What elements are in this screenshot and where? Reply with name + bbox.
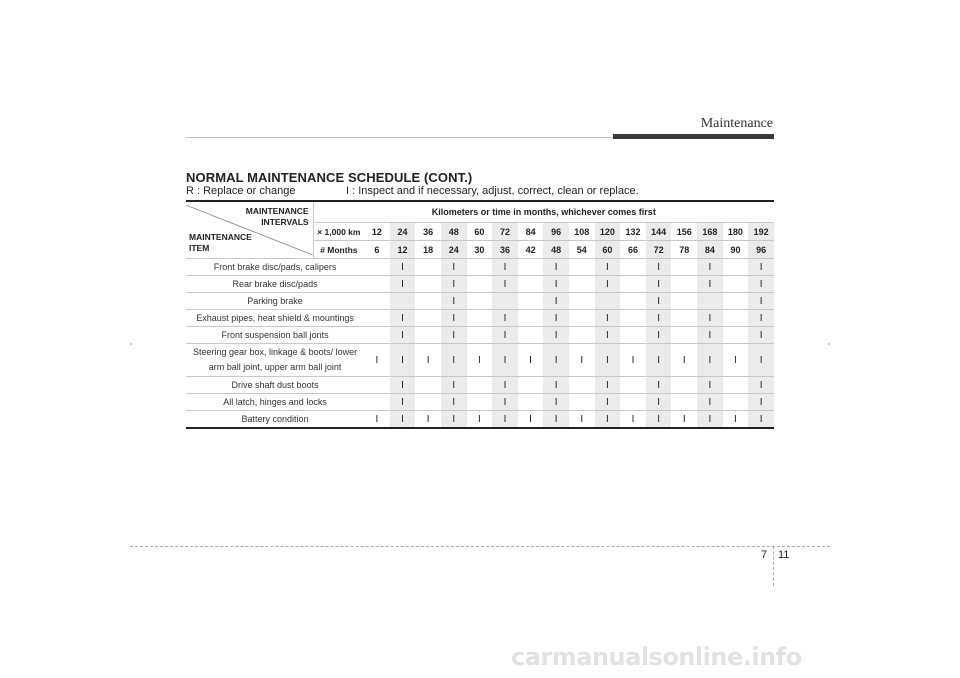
interval-mark: I (595, 411, 621, 429)
interval-mark (671, 377, 697, 394)
interval-mark: I (390, 310, 416, 327)
interval-mark: I (543, 327, 569, 344)
interval-mark: I (492, 259, 518, 276)
interval-mark: I (441, 394, 467, 411)
months-value: 36 (492, 241, 518, 259)
interval-mark: I (543, 377, 569, 394)
page-title: NORMAL MAINTENANCE SCHEDULE (CONT.) (186, 170, 473, 185)
interval-mark: I (364, 344, 390, 377)
km-value: 132 (620, 223, 646, 241)
table-row (186, 276, 774, 293)
interval-mark (723, 310, 749, 327)
km-value: 48 (441, 223, 467, 241)
km-value: 156 (671, 223, 697, 241)
interval-mark (415, 259, 441, 276)
interval-mark: I (390, 411, 416, 429)
interval-mark (723, 259, 749, 276)
interval-mark: I (620, 411, 646, 429)
interval-mark: I (441, 259, 467, 276)
interval-mark (467, 276, 493, 293)
interval-mark (364, 327, 390, 344)
km-value: 84 (518, 223, 544, 241)
interval-mark (518, 276, 544, 293)
corner-top-line: INTERVALS (261, 217, 309, 227)
interval-mark: I (492, 411, 518, 429)
interval-mark (364, 293, 390, 310)
interval-mark: I (390, 259, 416, 276)
interval-mark: I (697, 276, 723, 293)
interval-mark (518, 394, 544, 411)
km-value: 60 (467, 223, 493, 241)
km-value: 192 (748, 223, 774, 241)
maintenance-item: Rear brake disc/pads (186, 276, 364, 293)
interval-mark: I (441, 377, 467, 394)
interval-mark: I (748, 293, 774, 310)
interval-mark: I (518, 411, 544, 429)
km-value: 12 (364, 223, 390, 241)
months-value: 42 (518, 241, 544, 259)
interval-mark: I (595, 344, 621, 377)
interval-mark: I (671, 344, 697, 377)
km-value: 120 (595, 223, 621, 241)
interval-mark: I (697, 344, 723, 377)
interval-mark: I (390, 276, 416, 293)
interval-mark (620, 394, 646, 411)
interval-mark: I (748, 377, 774, 394)
table-row (186, 344, 774, 377)
interval-mark: I (441, 293, 467, 310)
km-value: 180 (723, 223, 749, 241)
interval-mark (364, 394, 390, 411)
interval-mark (518, 310, 544, 327)
interval-mark: I (748, 310, 774, 327)
interval-mark: I (723, 344, 749, 377)
interval-mark: I (748, 411, 774, 429)
interval-mark: I (543, 411, 569, 429)
interval-mark: I (595, 310, 621, 327)
interval-mark: I (569, 411, 595, 429)
km-value: 108 (569, 223, 595, 241)
legend-inspect: I : Inspect and if necessary, adjust, correct, clean or replace. (346, 185, 639, 197)
table-row (186, 377, 774, 394)
interval-mark: I (441, 344, 467, 377)
km-label: × 1,000 km (313, 223, 364, 241)
interval-mark: I (646, 259, 672, 276)
interval-mark: I (697, 377, 723, 394)
interval-mark (697, 293, 723, 310)
interval-mark: I (543, 293, 569, 310)
interval-mark: I (543, 276, 569, 293)
maintenance-item: All latch, hinges and locks (186, 394, 364, 411)
interval-mark (723, 327, 749, 344)
interval-mark: I (441, 310, 467, 327)
margin-mark (130, 343, 132, 345)
interval-mark (620, 276, 646, 293)
interval-mark (467, 293, 493, 310)
interval-mark (569, 377, 595, 394)
interval-mark (671, 259, 697, 276)
months-value: 96 (748, 241, 774, 259)
interval-mark: I (646, 394, 672, 411)
chapter-number: 7 (761, 549, 768, 561)
maintenance-item: Steering gear box, linkage & boots/ lower arm ball joint, upper arm ball joint (186, 344, 364, 377)
interval-mark (620, 377, 646, 394)
interval-mark: I (467, 344, 493, 377)
months-value: 78 (671, 241, 697, 259)
corner-top-line: MAINTENANCE (245, 206, 309, 216)
header-rule (186, 137, 616, 138)
footer-divider (773, 546, 774, 586)
interval-mark (390, 293, 416, 310)
months-value: 54 (569, 241, 595, 259)
months-value: 18 (415, 241, 441, 259)
months-label: # Months (313, 241, 364, 259)
interval-mark: I (390, 377, 416, 394)
interval-mark (569, 327, 595, 344)
months-value: 84 (697, 241, 723, 259)
interval-mark: I (646, 276, 672, 293)
km-value: 168 (697, 223, 723, 241)
maintenance-schedule-table (186, 200, 774, 429)
months-value: 30 (467, 241, 493, 259)
interval-mark: I (492, 377, 518, 394)
interval-mark (569, 259, 595, 276)
interval-mark: I (697, 411, 723, 429)
interval-mark: I (646, 293, 672, 310)
km-value: 144 (646, 223, 672, 241)
page-number: 11 (778, 549, 790, 561)
km-value: 24 (390, 223, 416, 241)
interval-mark (415, 310, 441, 327)
interval-mark: I (543, 310, 569, 327)
km-value: 96 (543, 223, 569, 241)
interval-mark (620, 310, 646, 327)
table-row (186, 293, 774, 310)
interval-mark: I (646, 411, 672, 429)
interval-mark: I (390, 327, 416, 344)
section-title: Maintenance (700, 116, 773, 131)
interval-mark: I (595, 259, 621, 276)
months-value: 72 (646, 241, 672, 259)
interval-mark: I (543, 394, 569, 411)
corner-bottom-line: MAINTENANCE (189, 232, 252, 242)
interval-mark: I (415, 344, 441, 377)
interval-mark (595, 293, 621, 310)
km-value: 36 (415, 223, 441, 241)
interval-mark: I (697, 327, 723, 344)
months-value: 48 (543, 241, 569, 259)
interval-mark: I (390, 394, 416, 411)
interval-mark (723, 276, 749, 293)
interval-mark (620, 259, 646, 276)
maintenance-item: Exhaust pipes, heat shield & mountings (186, 310, 364, 327)
interval-mark (518, 377, 544, 394)
months-value: 12 (390, 241, 416, 259)
interval-mark: I (492, 276, 518, 293)
corner-header-cell (186, 201, 313, 259)
interval-mark (467, 377, 493, 394)
interval-mark: I (646, 377, 672, 394)
interval-mark: I (441, 276, 467, 293)
interval-mark: I (748, 394, 774, 411)
interval-mark: I (441, 411, 467, 429)
maintenance-item: Parking brake (186, 293, 364, 310)
interval-mark (364, 377, 390, 394)
interval-mark (415, 276, 441, 293)
interval-mark (467, 259, 493, 276)
interval-mark: I (467, 411, 493, 429)
interval-mark (671, 276, 697, 293)
interval-mark: I (595, 377, 621, 394)
corner-intervals-label (246, 206, 309, 228)
interval-mark (364, 276, 390, 293)
interval-mark: I (543, 344, 569, 377)
interval-mark (569, 293, 595, 310)
interval-mark: I (646, 310, 672, 327)
interval-mark (415, 377, 441, 394)
interval-mark (467, 394, 493, 411)
interval-mark: I (518, 344, 544, 377)
interval-mark (723, 377, 749, 394)
interval-mark: I (697, 310, 723, 327)
interval-mark: I (671, 411, 697, 429)
interval-mark (518, 259, 544, 276)
interval-mark: I (569, 344, 595, 377)
interval-mark (671, 394, 697, 411)
table-row (186, 327, 774, 344)
months-value: 90 (723, 241, 749, 259)
corner-item-label (189, 232, 252, 254)
interval-mark: I (492, 327, 518, 344)
interval-mark: I (441, 327, 467, 344)
maintenance-item: Front suspension ball jonts (186, 327, 364, 344)
interval-mark (415, 327, 441, 344)
interval-mark (569, 310, 595, 327)
interval-mark (671, 310, 697, 327)
interval-mark: I (492, 344, 518, 377)
interval-mark (671, 293, 697, 310)
interval-mark: I (543, 259, 569, 276)
header-rule-accent (613, 134, 774, 139)
interval-mark: I (595, 394, 621, 411)
interval-mark: I (748, 276, 774, 293)
interval-mark: I (595, 276, 621, 293)
interval-mark (569, 394, 595, 411)
interval-mark: I (697, 394, 723, 411)
interval-mark: I (748, 327, 774, 344)
watermark: carmanualsonline.info (511, 643, 802, 671)
table-row (186, 411, 774, 429)
months-value: 60 (595, 241, 621, 259)
km-value: 72 (492, 223, 518, 241)
interval-mark (620, 293, 646, 310)
corner-bottom-line: ITEM (189, 243, 210, 253)
interval-mark (364, 259, 390, 276)
margin-mark (828, 343, 830, 345)
interval-mark: I (723, 411, 749, 429)
maintenance-item: Front brake disc/pads, calipers (186, 259, 364, 276)
maintenance-item: Battery condition (186, 411, 364, 429)
interval-mark (620, 327, 646, 344)
months-value: 66 (620, 241, 646, 259)
table-row (186, 394, 774, 411)
interval-mark (723, 293, 749, 310)
interval-mark (569, 276, 595, 293)
interval-mark: I (595, 327, 621, 344)
footer-rule (130, 546, 830, 547)
interval-mark: I (390, 344, 416, 377)
interval-mark: I (646, 327, 672, 344)
interval-mark: I (364, 411, 390, 429)
interval-mark (415, 394, 441, 411)
months-value: 24 (441, 241, 467, 259)
interval-mark: I (492, 310, 518, 327)
interval-mark (467, 327, 493, 344)
header-row (186, 201, 774, 223)
interval-mark: I (697, 259, 723, 276)
interval-mark: I (748, 344, 774, 377)
interval-mark (415, 293, 441, 310)
interval-mark (364, 310, 390, 327)
table-row (186, 259, 774, 276)
table-row (186, 310, 774, 327)
months-value: 6 (364, 241, 390, 259)
interval-mark: I (748, 259, 774, 276)
interval-mark: I (646, 344, 672, 377)
interval-mark (723, 394, 749, 411)
interval-mark: I (620, 344, 646, 377)
interval-span-header: Kilometers or time in months, whichever comes first (313, 201, 774, 223)
interval-mark (492, 293, 518, 310)
maintenance-item: Drive shaft dust boots (186, 377, 364, 394)
interval-mark (671, 327, 697, 344)
interval-mark: I (415, 411, 441, 429)
interval-mark (518, 293, 544, 310)
legend-replace: R : Replace or change (186, 185, 296, 197)
interval-mark (467, 310, 493, 327)
interval-mark: I (492, 394, 518, 411)
interval-mark (518, 327, 544, 344)
